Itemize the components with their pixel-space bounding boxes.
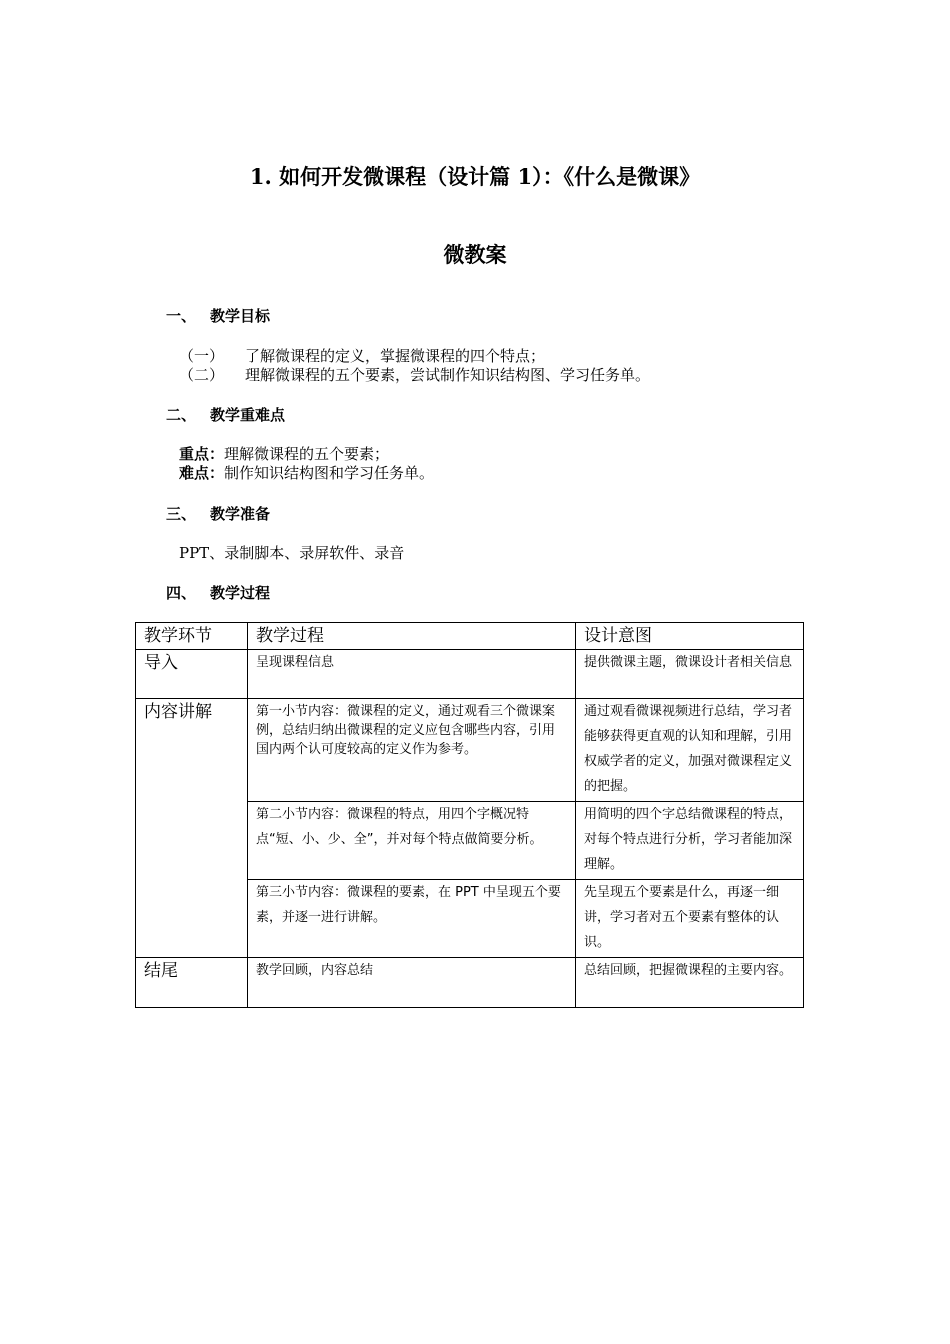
document-subtitle: 微教案: [443, 242, 507, 267]
teaching-process-table: [135, 622, 804, 1008]
process-cell: 第一小节内容：微课程的定义，通过观看三个微课案例，总结归纳出微课程的定义应包含哪些内容，引用国内两个认可度较高的定义作为参考。: [248, 699, 576, 802]
section-heading-preparation: [166, 504, 270, 524]
table-row: [136, 958, 804, 1008]
key-point-text: 理解微课程的五个要素；: [224, 445, 390, 463]
intent-cell: 通过观看微课视频进行总结，学习者能够获得更直观的认知和理解，引用权威学者的定义，加强对微课程定义的把握。: [576, 699, 804, 802]
process-cell: 第三小节内容：微课程的要素，在 PPT 中呈现五个要素，并逐一进行讲解。: [248, 880, 576, 958]
process-cell: 呈现课程信息: [248, 650, 576, 699]
section-number: 四、: [166, 584, 197, 602]
section-heading-process: [166, 583, 270, 603]
table-row: [136, 650, 804, 699]
section-title: 教学过程: [210, 584, 271, 602]
table-header-row: [136, 623, 804, 650]
preparation-text: PPT、录制脚本、录屏软件、录音: [179, 544, 405, 562]
objective-mark: （二）: [179, 366, 225, 384]
section-number: 一、: [166, 307, 197, 325]
table-row: [136, 699, 804, 802]
key-point-label: 重点：: [179, 445, 225, 463]
section-heading-keypoints: [166, 405, 285, 425]
intent-cell: 用简明的四个字总结微课程的特点，对每个特点进行分析，学习者能加深理解。: [576, 802, 804, 880]
objective-text: 了解微课程的定义，掌握微课程的四个特点；: [245, 347, 546, 365]
stage-cell: 导入: [136, 650, 248, 699]
stage-cell: 内容讲解: [136, 699, 248, 958]
intent-cell: 先呈现五个要素是什么，再逐一细讲，学习者对五个要素有整体的认识。: [576, 880, 804, 958]
objective-text: 理解微课程的五个要素，尝试制作知识结构图、学习任务单。: [245, 366, 651, 384]
stage-cell: 结尾: [136, 958, 248, 1008]
objective-mark: （一）: [179, 347, 225, 365]
objective-item-1: [179, 347, 545, 366]
objective-item-2: [179, 366, 650, 385]
section-title: 教学准备: [210, 505, 271, 523]
process-cell: 教学回顾，内容总结: [248, 958, 576, 1008]
difficult-point-text: 制作知识结构图和学习任务单。: [224, 464, 435, 482]
intent-cell: 提供微课主题，微课设计者相关信息: [576, 650, 804, 699]
section-heading-objectives: [166, 306, 270, 326]
section-number: 二、: [166, 406, 197, 424]
header-process: 教学过程: [248, 623, 576, 650]
document-title: 1. 如何开发微课程（设计篇 1）：《什么是微课》: [249, 164, 701, 189]
header-intent: 设计意图: [576, 623, 804, 650]
difficult-point-label: 难点：: [179, 464, 225, 482]
section-number: 三、: [166, 505, 197, 523]
key-point-line: [179, 445, 389, 464]
section-title: 教学重难点: [210, 406, 286, 424]
intent-cell: 总结回顾，把握微课程的主要内容。: [576, 958, 804, 1008]
section-title: 教学目标: [210, 307, 271, 325]
difficult-point-line: [179, 464, 434, 483]
process-cell: 第二小节内容：微课程的特点，用四个字概况特点“短、小、少、全”，并对每个特点做简要分析。: [248, 802, 576, 880]
header-stage: 教学环节: [136, 623, 248, 650]
